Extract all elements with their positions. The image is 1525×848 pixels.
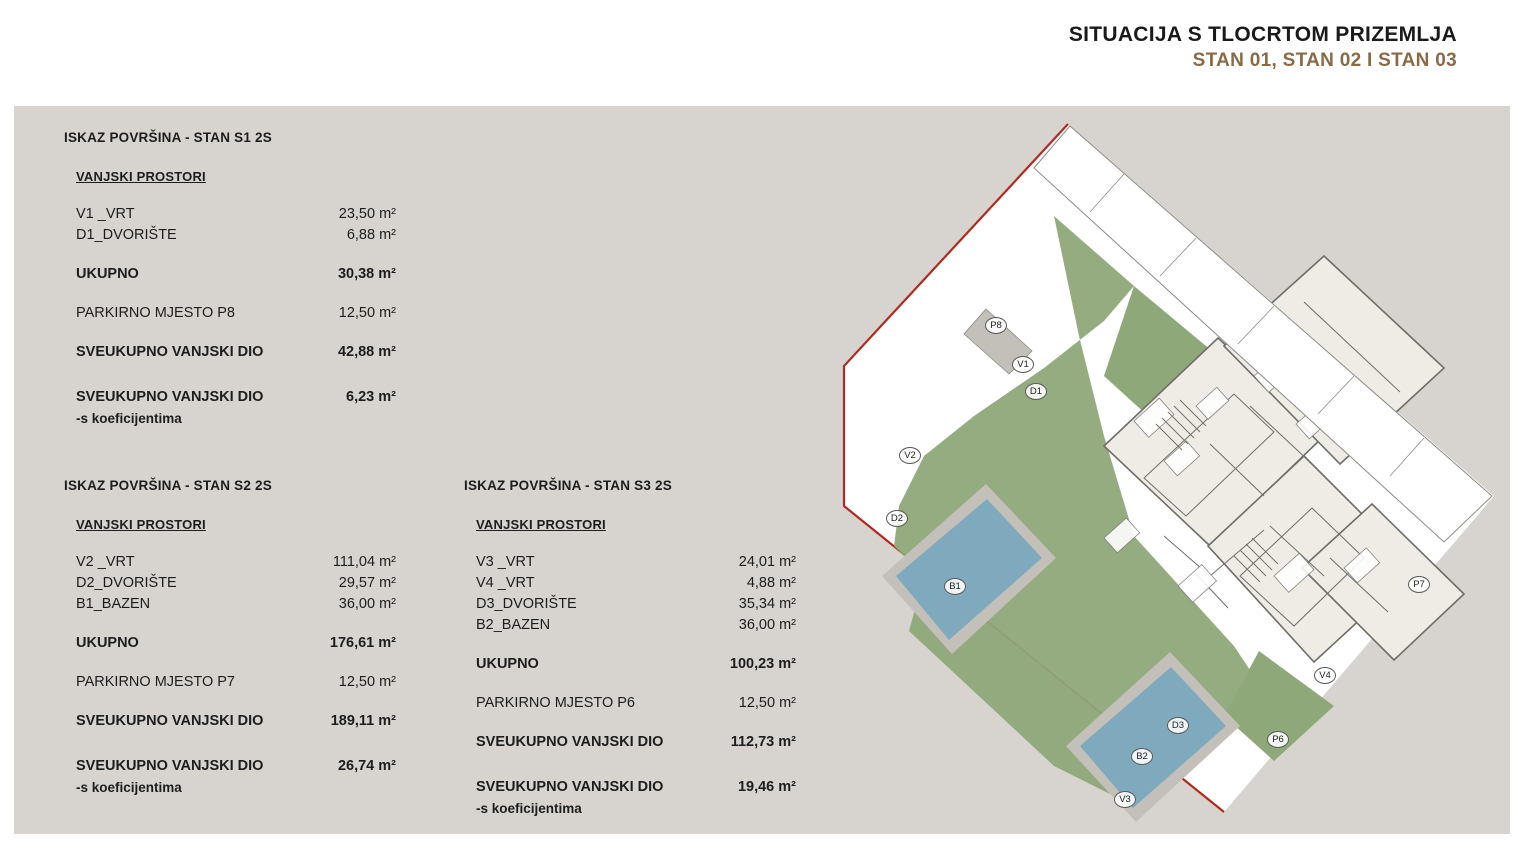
block-title-s1: ISKAZ POVRŠINA - STAN S1 2S — [64, 130, 272, 145]
marker-p8: P8 — [985, 317, 1007, 334]
row-value: 23,50 m² — [338, 206, 396, 222]
area-rows-s1 — [76, 206, 396, 410]
row-label: B2_BAZEN — [476, 617, 551, 633]
row-value: 24,01 m² — [738, 554, 796, 570]
table-row — [76, 554, 396, 575]
table-row — [76, 713, 396, 734]
site-plan-drawing — [804, 106, 1510, 834]
row-value: 12,50 m² — [338, 674, 396, 690]
table-row — [476, 734, 796, 755]
marker-d1: D1 — [1025, 383, 1047, 400]
table-row — [76, 305, 396, 326]
page-header — [1069, 22, 1457, 74]
marker-v3: V3 — [1114, 791, 1136, 808]
table-row — [476, 656, 796, 677]
marker-v2: V2 — [899, 447, 921, 464]
page-title: SITUACIJA S TLOCRTOM PRIZEMLJA — [1068, 23, 1457, 46]
block-title-s2: ISKAZ POVRŠINA - STAN S2 2S — [64, 478, 272, 493]
table-row — [476, 779, 796, 800]
marker-d3: D3 — [1167, 717, 1189, 734]
row-value: 26,74 m² — [337, 758, 396, 774]
section-title-s1: VANJSKI PROSTORI — [76, 169, 206, 184]
row-value: 30,38 m² — [337, 266, 396, 282]
table-row — [76, 758, 396, 779]
site-plan-svg — [804, 106, 1510, 834]
table-row — [476, 575, 796, 596]
table-row — [476, 617, 796, 638]
marker-p6: P6 — [1267, 731, 1289, 748]
row-label: B1_BAZEN — [76, 596, 151, 612]
area-rows-s2 — [76, 554, 396, 779]
row-label: UKUPNO — [476, 656, 539, 672]
row-value: 112,73 m² — [730, 734, 796, 750]
row-label: UKUPNO — [76, 635, 139, 651]
row-label: D2_DVORIŠTE — [76, 575, 177, 591]
row-value: 4,88 m² — [746, 575, 796, 591]
row-label: SVEUKUPNO VANJSKI DIO — [76, 344, 264, 360]
row-value: 100,23 m² — [729, 656, 796, 672]
section-title-s3: VANJSKI PROSTORI — [476, 517, 606, 532]
marker-b1: B1 — [944, 578, 966, 595]
row-label: PARKIRNO MJESTO P8 — [76, 305, 235, 321]
table-row — [76, 389, 396, 410]
row-value: 176,61 m² — [329, 635, 396, 651]
table-row — [76, 227, 396, 248]
table-row — [76, 344, 396, 365]
content-panel — [14, 106, 1510, 834]
table-row — [76, 575, 396, 596]
row-label: V2 _VRT — [76, 554, 135, 570]
row-label: PARKIRNO MJESTO P6 — [476, 695, 635, 711]
row-label: D1_DVORIŠTE — [76, 227, 177, 243]
area-block-s3 — [464, 478, 796, 816]
page-subtitle: STAN 01, STAN 02 I STAN 03 — [1192, 50, 1457, 72]
row-value: 111,04 m² — [332, 554, 396, 570]
row-label: SVEUKUPNO VANJSKI DIO — [476, 734, 664, 750]
coefficient-note-s1: -s koeficijentima — [76, 411, 182, 426]
table-row — [476, 596, 796, 617]
row-value: 12,50 m² — [738, 695, 796, 711]
row-label: SVEUKUPNO VANJSKI DIO — [76, 758, 264, 774]
row-value: 36,00 m² — [738, 617, 796, 633]
row-value: 189,11 m² — [330, 713, 396, 729]
marker-d2: D2 — [886, 510, 908, 527]
table-row — [476, 554, 796, 575]
coefficient-note-s2: -s koeficijentima — [76, 780, 182, 795]
row-label: SVEUKUPNO VANJSKI DIO — [76, 713, 264, 729]
table-row — [76, 266, 396, 287]
row-value: 42,88 m² — [337, 344, 396, 360]
block-title-s3: ISKAZ POVRŠINA - STAN S3 2S — [464, 478, 672, 493]
row-label: SVEUKUPNO VANJSKI DIO — [476, 779, 664, 795]
row-label: V3 _VRT — [476, 554, 535, 570]
area-rows-s3 — [476, 554, 796, 800]
row-label: PARKIRNO MJESTO P7 — [76, 674, 235, 690]
row-value: 29,57 m² — [338, 575, 396, 591]
row-value: 35,34 m² — [738, 596, 796, 612]
section-title-s2: VANJSKI PROSTORI — [76, 517, 206, 532]
table-row — [76, 674, 396, 695]
row-value: 6,23 m² — [346, 389, 396, 405]
row-value: 36,00 m² — [338, 596, 396, 612]
table-row — [76, 596, 396, 617]
row-value: 19,46 m² — [737, 779, 796, 795]
row-label: SVEUKUPNO VANJSKI DIO — [76, 389, 264, 405]
row-value: 6,88 m² — [346, 227, 396, 243]
row-label: V4 _VRT — [476, 575, 535, 591]
row-label: UKUPNO — [76, 266, 139, 282]
area-block-s1 — [64, 130, 396, 426]
row-value: 12,50 m² — [338, 305, 396, 321]
marker-v4: V4 — [1314, 667, 1336, 684]
area-block-s2 — [64, 478, 396, 795]
marker-v1: V1 — [1012, 356, 1034, 373]
table-row — [76, 635, 396, 656]
marker-p7: P7 — [1408, 576, 1430, 593]
marker-b2: B2 — [1131, 748, 1153, 765]
coefficient-note-s3: -s koeficijentima — [476, 801, 582, 816]
table-row — [76, 206, 396, 227]
row-label: D3_DVORIŠTE — [476, 596, 577, 612]
row-label: V1 _VRT — [76, 206, 135, 222]
table-row — [476, 695, 796, 716]
